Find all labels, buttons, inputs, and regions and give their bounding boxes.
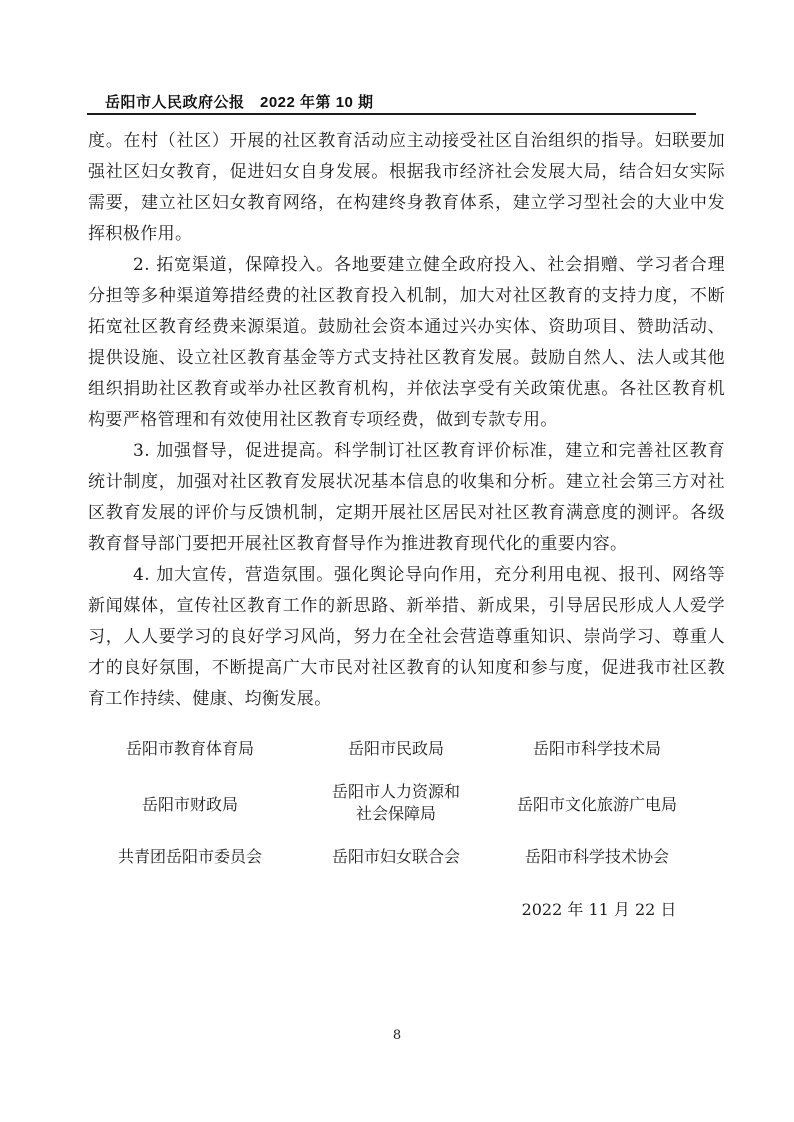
signature-date: 2022 年 11 月 22 日 xyxy=(521,900,677,919)
body-paragraph-4: 4. 加大宣传，营造氛围。强化舆论导向作用，充分利用电视、报刊、网络等新闻媒体，宣传社区教育工作的新思路、新举措、新成果，引导居民形成人人爱学习，人人要学习的良好学习风尚，努力在全社会营造尊重知识、崇尚学习、尊重人才的良好氛围，不断提高广大市民对社区教育的认知度和参与度，促进我市社区教育工作持续、健康、均衡发展。 xyxy=(88,565,725,709)
signing-org-civil-affairs-bureau: 岳阳市民政局 xyxy=(347,739,445,758)
body-paragraph-1: 度。在村（社区）开展的社区教育活动应主动接受社区自治组织的指导。妇联要加强社区妇女教育，促进妇女自身发展。根据我市经济社会发展大局，结合妇女实际需要，建立社区妇女教育网络，在构建终身教育体系，建立学习型社会的大业中发挥积极作用。 xyxy=(88,131,725,244)
body-paragraph-2: 2. 拓宽渠道，保障投入。各地要建立健全政府投入、社会捐赠、学习者合理分担等多种渠道筹措经费的社区教育投入机制，加大对社区教育的支持力度，不断拓宽社区教育经费来源渠道。鼓励社会资本通过兴办实体、资助项目、赞助活动、提供设施、设立社区教育基金等方式支持社区教育发展。鼓励自然人、法人或其他组织捐助社区教育或举办社区教育机构，并依法享受有关政策优惠。各社区教育机构要严格管理和有效使用社区教育专项经费，做到专款专用。 xyxy=(88,255,725,430)
signing-org-communist-youth-league-committee: 共青团岳阳市委员会 xyxy=(117,847,263,866)
gazette-header-title: 岳阳市人民政府公报 2022 年第 10 期 xyxy=(105,94,374,111)
signing-org-culture-tourism-broadcasting-bureau: 岳阳市文化旅游广电局 xyxy=(516,795,678,814)
signing-org-science-technology-bureau: 岳阳市科学技术局 xyxy=(532,739,662,758)
signing-org-science-technology-association: 岳阳市科学技术协会 xyxy=(524,847,670,866)
signing-org-womens-federation: 岳阳市妇女联合会 xyxy=(331,847,461,866)
page-number: 8 xyxy=(392,1028,402,1043)
signing-org-education-sports-bureau: 岳阳市教育体育局 xyxy=(125,739,255,758)
signing-org-finance-bureau: 岳阳市财政局 xyxy=(141,795,239,814)
signing-org-human-resources-social-security-bureau: 岳阳市人力资源和 社会保障局 xyxy=(331,782,461,823)
document-body xyxy=(88,126,725,715)
header-divider-rule xyxy=(87,113,696,115)
body-paragraph-3: 3. 加强督导，促进提高。科学制订社区教育评价标准，建立和完善社区教育统计制度，加强对社区教育发展状况基本信息的收集和分析。建立社会第三方对社区教育发展的评价与反馈机制，定期开展社区居民对社区教育满意度的测评。各级教育督导部门要把开展社区教育督导作为推进教育现代化的重要内容。 xyxy=(88,441,725,554)
